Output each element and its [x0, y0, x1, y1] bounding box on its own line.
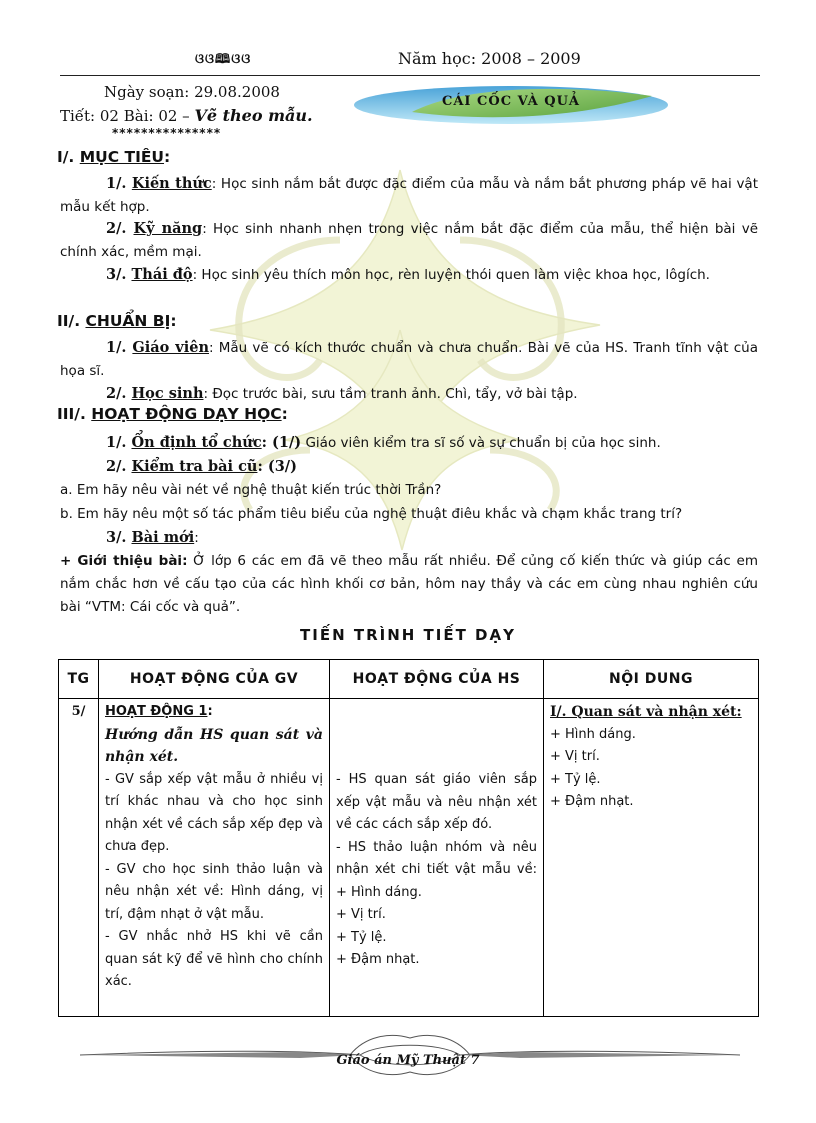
star-divider: *************** — [112, 126, 222, 140]
item-number: 3/. — [106, 529, 132, 546]
objective-knowledge-label: Kiến thức — [131, 175, 212, 192]
prep-student-text: : Đọc trước bài, sưu tầm tranh ảnh. Chì, tẩy, vở bài tập. — [203, 386, 578, 402]
activity-organize-text: Giáo viên kiểm tra sĩ số và sự chuẩn bị của học sinh. — [301, 435, 661, 451]
activity-review-time: : (3/) — [257, 458, 297, 475]
intro-text: Ở lớp 6 các em đã vẽ theo mẫu rất nhiều. Để củng cố kiến thức và giúp các em nắm chắc hơn về cấu tạo của các hình khối cơ bản, hôm nay thầy và các em cùng nhau nghiên cứu bài “VTM: Cái cốc và quả”. — [60, 553, 758, 615]
prep-teacher-label: Giáo viên — [132, 339, 209, 356]
prep-teacher — [60, 336, 758, 383]
objective-attitude-label: Thái độ — [131, 266, 193, 283]
activity-organize — [60, 431, 758, 455]
column-header-content: NỘI DUNG — [544, 660, 759, 699]
teacher-step: - GV nhắc nhở HS khi vẽ cần quan sát kỹ để vẽ hình cho chính xác. — [105, 929, 323, 989]
lesson-period: Tiết: 02 Bài: 02 – — [60, 107, 195, 125]
table-header-row — [59, 660, 759, 699]
section-3-title: HOẠT ĐỘNG DẠY HỌC — [91, 405, 282, 423]
teacher-activity-cell: HOẠT ĐỘNG 1: Hướng dẫn HS quan sát và nhận xét. - GV sắp xếp vật mẫu ở nhiều vị trí khác nhau và cho học sinh nhận xét về cách sắp xếp đẹp và chưa đẹp. - GV cho học sinh thảo luận và nêu nhận xét về: Hình dáng, vị trí, đậm nhạt ở vật mẫu. - GV nhắc nhở HS khi vẽ cần quan sát kỹ để vẽ hình cho chính xác. — [99, 699, 330, 1017]
item-number: 2/. — [106, 458, 132, 475]
table-row — [59, 699, 759, 1017]
item-number: 1/. — [106, 175, 132, 192]
header-divider — [60, 75, 760, 76]
teacher-step: - GV sắp xếp vật mẫu ở nhiều vị trí khác nhau và cho học sinh nhận xét về cách sắp xếp đẹp và chưa đẹp. — [105, 771, 323, 854]
objective-skill-label: Kỹ năng — [133, 220, 203, 237]
objective-attitude — [60, 263, 758, 287]
teacher-step: - GV cho học sinh thảo luận và nêu nhận xét về: Hình dáng, vị trí, đậm nhạt ở vật mẫu. — [105, 861, 323, 922]
item-number: 3/. — [106, 266, 132, 283]
content-item: + Đậm nhạt. — [550, 794, 634, 809]
preparation-date: Ngày soạn: 29.08.2008 — [104, 83, 280, 101]
section-3-number: III/. — [57, 405, 92, 423]
prep-student-label: Học sinh — [131, 385, 204, 402]
review-question-b: b. Em hãy nêu một số tác phẩm tiêu biểu của nghệ thuật điêu khắc và chạm khắc trang trí? — [60, 506, 683, 522]
item-number: 1/. — [106, 434, 132, 451]
student-step: - HS quan sát giáo viên sắp xếp vật mẫu và nêu nhận xét về các cách sắp xếp đó. — [336, 772, 537, 832]
activity-organize-label: Ổn định tổ chức — [131, 434, 262, 451]
objective-knowledge-text: : Học sinh nắm bắt được đặc điểm của mẫu và nắm bắt phương pháp vẽ hai vật mẫu kết hợp. — [60, 176, 758, 215]
column-header-tg: TG — [59, 660, 99, 699]
activity-review — [60, 455, 758, 479]
content-cell — [544, 699, 759, 1017]
section-2-title: CHUẨN BỊ — [85, 312, 171, 330]
review-question-a: a. Em hãy nêu vài nét về nghệ thuật kiến trúc thời Trần? — [60, 482, 442, 498]
activity-organize-time: : (1/) — [261, 434, 302, 451]
new-lesson-label: Bài mới — [131, 529, 195, 546]
intro-label: + Giới thiệu bài: — [60, 553, 188, 569]
process-title: TIẾN TRÌNH TIẾT DẠY — [300, 626, 516, 644]
student-activity-cell — [330, 699, 544, 1017]
student-step: - HS thảo luận nhóm và nêu nhận xét chi tiết vật mẫu về: + Hình dáng. — [336, 839, 537, 900]
lesson-title: Vẽ theo mẫu. — [194, 106, 313, 125]
item-number: 2/. — [106, 385, 132, 402]
objective-knowledge — [60, 172, 758, 219]
prep-teacher-text: : Mẫu vẽ có kích thước chuẩn và chưa chuẩn. Bài vẽ của HS. Tranh tĩnh vật của họa sĩ. — [60, 340, 758, 379]
item-number: 1/. — [106, 339, 133, 356]
section-1-title: MỤC TIÊU — [79, 148, 165, 166]
section-1-heading: I/. MỤC TIÊU: — [57, 148, 171, 166]
section-2-number: II/. — [57, 312, 86, 330]
activity-title: HOẠT ĐỘNG 1 — [105, 704, 208, 719]
lesson-line — [60, 106, 313, 125]
activity-new-lesson: 3/. Bài mới: — [106, 529, 199, 546]
activity-subtitle: Hướng dẫn HS quan sát và nhận xét. — [105, 726, 323, 765]
objective-skill — [60, 217, 758, 264]
section-1-number: I/. — [57, 148, 80, 166]
content-title: I/. Quan sát và nhận xét: — [550, 704, 742, 720]
student-step: + Tỷ lệ. — [336, 929, 387, 945]
content-item: + Vị trí. — [550, 749, 600, 764]
content-item: + Tỷ lệ. — [550, 771, 601, 787]
school-year: Năm học: 2008 – 2009 — [398, 49, 581, 68]
activity-review-label: Kiểm tra bài cũ — [131, 458, 258, 475]
prep-student — [60, 382, 758, 406]
header-ornament: ଓଓ🕮ଓଓ — [195, 52, 252, 67]
objective-attitude-text: : Học sinh yêu thích môn học, rèn luyện thói quen làm việc khoa học, lôgích. — [192, 267, 710, 283]
item-number: 2/. — [106, 220, 134, 237]
lesson-introduction — [60, 550, 758, 619]
student-step: + Đậm nhạt. — [336, 952, 420, 967]
column-header-teacher: HOẠT ĐỘNG CỦA GV — [99, 660, 330, 699]
section-3-heading: III/. HOẠT ĐỘNG DẠY HỌC: — [57, 405, 288, 423]
content-item: + Hình dáng. — [550, 726, 636, 742]
student-step: + Vị trí. — [336, 907, 386, 922]
time-cell: 5/ — [59, 699, 99, 1017]
footer-title: Giáo án Mỹ Thuật 7 — [336, 1053, 480, 1068]
section-2-heading: II/. CHUẨN BỊ: — [57, 312, 177, 330]
banner-title: CÁI CỐC VÀ QUẢ — [441, 94, 581, 109]
column-header-student: HOẠT ĐỘNG CỦA HS — [330, 660, 544, 699]
lesson-table — [58, 659, 759, 1017]
objective-skill-text: : Học sinh nhanh nhẹn trong việc nắm bắt đặc điểm của mẫu, thể hiện bài vẽ chính xác, mềm mại. — [60, 221, 758, 260]
